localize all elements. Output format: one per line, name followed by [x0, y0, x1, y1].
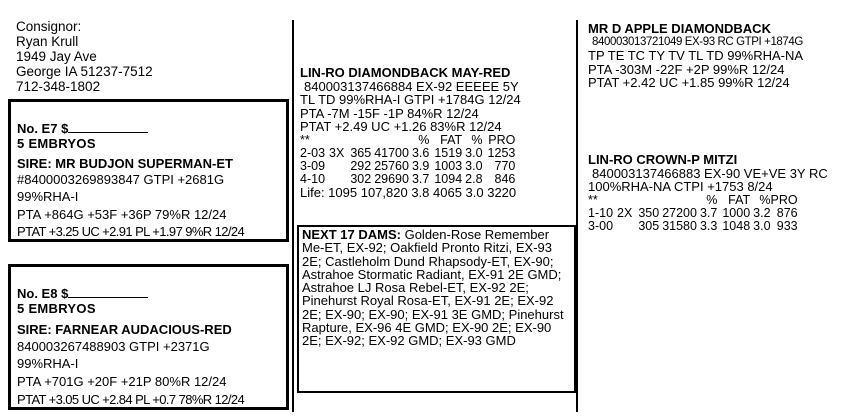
sire-of-dam-name: MR D APPLE DIAMONDBACK: [588, 21, 771, 36]
lot-sire: SIRE: FARNEAR AUDACIOUS-RED: [17, 322, 232, 337]
sire-of-dam-pta: PTA -303M -22F +2P 99%R 12/24: [588, 61, 785, 77]
table-cell: [325, 160, 344, 173]
table-cell: 31580: [662, 218, 697, 233]
table-cell: 3.6: [411, 145, 430, 160]
table-cell: 25760: [374, 158, 409, 173]
dam-life-record: Life: 1095 107,820 3.8 4065 3.0 3220: [300, 184, 517, 200]
table-row: [588, 220, 798, 233]
table-cell: 1094: [434, 171, 463, 186]
table-cell: 27200: [662, 205, 697, 220]
dam-name: LIN-RO DIAMONDBACK MAY-RED: [300, 65, 511, 80]
granddam-section: [588, 153, 828, 233]
table-row: [588, 207, 798, 220]
column-divider-left: [292, 20, 294, 412]
table-cell: 4-10: [300, 171, 326, 186]
table-cell: 365: [350, 145, 372, 160]
table-header-cell: %: [471, 132, 483, 147]
table-cell: 1048: [722, 218, 751, 233]
consignor-block: [16, 19, 153, 94]
table-header-cell: %: [418, 132, 430, 147]
dam-records-table: [300, 134, 515, 186]
table-cell: 3.0: [465, 158, 483, 173]
dam-reg: 840003137466884 EX-92 EEEEE 5Y: [304, 78, 519, 94]
sire-of-dam-reg: 840003013721049 EX-93 RC GTPI +1874G: [592, 35, 803, 48]
sire-of-dam-ptat: PTAT +2.42 UC +1.85 99%R 12/24: [588, 75, 790, 91]
table-cell: 3.3: [699, 218, 718, 233]
lot-embryos: 5 EMBRYOS: [17, 136, 96, 151]
column-divider-right: [576, 20, 578, 412]
table-cell: 292: [350, 158, 372, 173]
next-dams-text: Golden-Rose Remember Me-ET, EX-92; Oakfield Pronto Ritzi, EX-93 2E; Castleholm Dund Rhapsody-ET, EX-90; Astrahoe Stormatic Radiant, EX-91 2E GMD; Astrahoe LJ Rosa Rebel-ET, EX-92 2E; Pinehurst Royal Rosa-ET, EX-91 2E; EX-92 2E; EX-90; EX-90; EX-91 3E GMD; Pinehurst Rapture, EX-96 4E GMD; EX-90 2E; EX-90 2E; EX-92; EX-92 GMD; EX-93 GMD: [302, 227, 564, 349]
table-cell: 3X: [329, 145, 345, 160]
lot-number: [17, 120, 148, 136]
dam-codes: TL TD 99%RHA-I GTPI +1784G 12/24: [300, 92, 521, 108]
lot-sire-ptat: PTAT +3.25 UC +2.91 PL +1.97 9%R 12/24: [17, 224, 245, 239]
lot-e7-box: [8, 99, 289, 242]
sire-of-dam-codes: TP TE TC TY TV TL TD 99%RHA-NA: [588, 48, 804, 64]
lot-number: [17, 285, 148, 301]
lot-sire-rha: 99%RHA-I: [17, 356, 79, 371]
consignor-heading: Consignor:: [16, 19, 82, 34]
lot-sire-pta: PTA +864G +53F +36P 79%R 12/24: [17, 207, 227, 222]
lot-sire-ptat: PTAT +3.05 UC +2.84 PL +0.7 78%R 12/24: [17, 392, 245, 407]
table-header-cell: **: [300, 132, 310, 147]
table-header-cell: FAT: [440, 132, 463, 147]
lot-e8-box: [8, 264, 289, 410]
granddam-name: LIN-RO CROWN-P MITZI: [588, 152, 738, 167]
sire-of-dam-section: [588, 22, 803, 90]
granddam-rha: 100%RHA-NA CTPI +1753 8/24: [588, 179, 773, 195]
table-cell: 350: [638, 205, 660, 220]
lot-sire-reg: 840003267488903 GTPI +2371G: [17, 339, 210, 354]
dam-pta: PTA -7M -15F -1P 84%R 12/24: [300, 105, 479, 121]
table-cell: 305: [638, 218, 660, 233]
table-header-cell: **: [588, 192, 598, 207]
table-cell: 3-00: [588, 218, 614, 233]
table-cell: 3.7: [411, 171, 430, 186]
table-cell: 1000: [722, 205, 751, 220]
consignor-name: Ryan Krull: [16, 34, 79, 49]
table-cell: 1519: [434, 145, 463, 160]
table-header-cell: %: [759, 192, 771, 207]
table-cell: [613, 220, 632, 233]
table-header-cell: FAT: [728, 192, 751, 207]
table-cell: 876: [776, 205, 798, 220]
dam-ptat: PTAT +2.49 UC +1.26 83%R 12/24: [300, 119, 502, 135]
lot-sire: SIRE: MR BUDJON SUPERMAN-ET: [17, 156, 233, 171]
lot-sire-pta: PTA +701G +20F +21P 80%R 12/24: [17, 374, 227, 389]
table-cell: 3.2: [753, 205, 771, 220]
price-blank: [68, 120, 148, 133]
lot-sire-reg: #8400003269893847 GTPI +2681G: [17, 172, 225, 187]
table-cell: 933: [776, 218, 798, 233]
table-cell: 3.0: [465, 145, 483, 160]
lot-sire-rha: 99%RHA-I: [17, 189, 79, 204]
table-header-cell: PRO: [770, 192, 798, 207]
table-header-cell: %: [706, 192, 718, 207]
table-cell: 3.9: [411, 158, 430, 173]
table-cell: 41700: [374, 145, 409, 160]
table-cell: 846: [494, 171, 516, 186]
table-cell: 3-09: [300, 158, 326, 173]
table-cell: 3.7: [699, 205, 718, 220]
granddam-records-table: [588, 194, 798, 233]
price-blank: [68, 285, 148, 298]
table-cell: 2-03: [300, 145, 326, 160]
consignor-city: George IA 51237-7512: [16, 64, 153, 79]
lot-number-text: No. E7 $: [17, 121, 69, 136]
lot-embryos: 5 EMBRYOS: [17, 301, 96, 316]
table-header-row: [588, 194, 798, 207]
table-header-cell: PRO: [488, 132, 516, 147]
table-cell: 2X: [617, 205, 633, 220]
consignor-phone: 712-348-1802: [16, 79, 101, 94]
table-cell: 2.8: [465, 171, 483, 186]
granddam-reg: 840003137466883 EX-90 VE+VE 3Y RC: [592, 165, 828, 181]
table-cell: 770: [494, 158, 516, 173]
table-cell: 1003: [434, 158, 463, 173]
table-cell: 302: [350, 171, 372, 186]
table-cell: 3.0: [753, 218, 771, 233]
consignor-street: 1949 Jay Ave: [16, 49, 97, 64]
next-dams-box: [297, 225, 576, 393]
table-cell: 1253: [487, 145, 516, 160]
table-cell: 29690: [374, 171, 409, 186]
lot-number-text: No. E8 $: [17, 286, 69, 301]
dam-section: [300, 66, 521, 200]
next-dams-label: NEXT 17 DAMS:: [302, 227, 401, 242]
table-cell: 1-10: [588, 205, 614, 220]
